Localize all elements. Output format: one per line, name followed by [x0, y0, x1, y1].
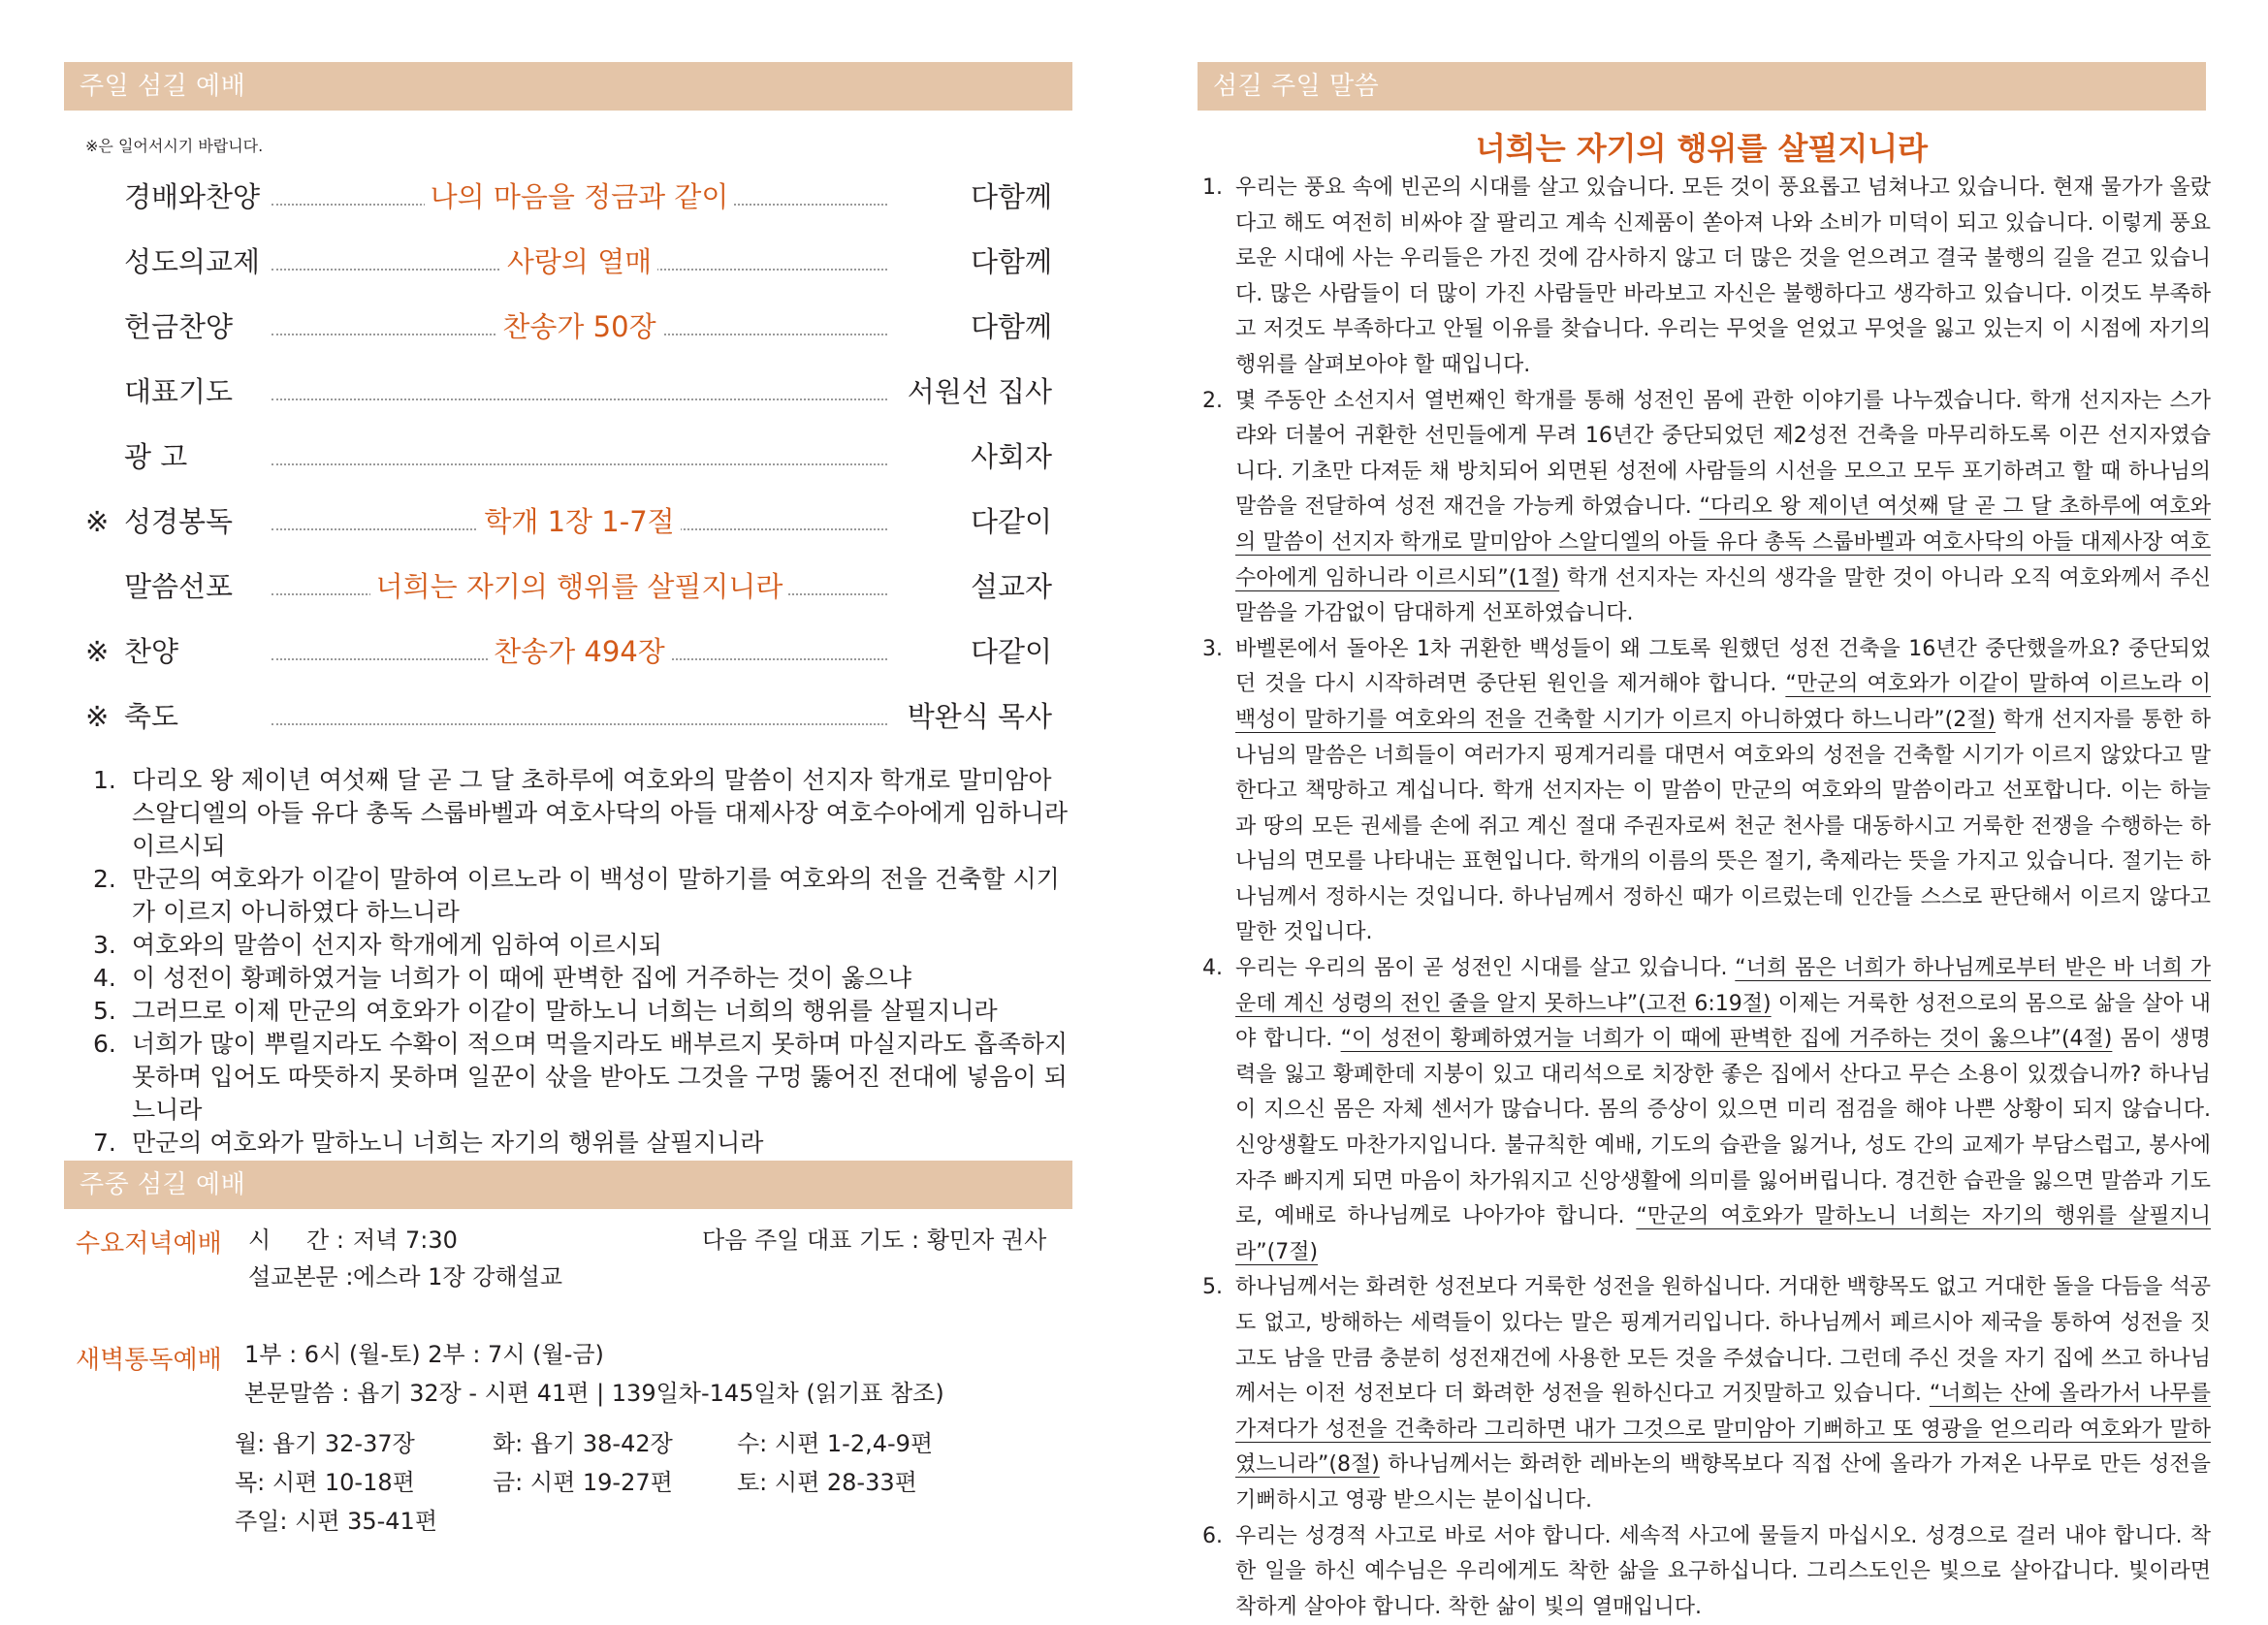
verse-text: 이 성전이 황폐하였거늘 너희가 이 때에 판벽한 집에 거주하는 것이 옳으냐 — [132, 964, 911, 992]
order-row — [78, 497, 1052, 546]
sermon-paragraph — [1202, 632, 2211, 951]
verse-number: 1. — [93, 766, 116, 794]
sermon-text: 우리는 풍요 속에 빈곤의 시대를 살고 있습니다. 모든 것이 풍요롭고 넘쳐나고 있습니다. 현재 물가가 올랐다고 해도 여전히 비싸야 잘 팔리고 계속 신제품이 쏟아져 나와 소비가 미덕이 되고 있습니다. 이렇게 풍요로운 시대에 사는 우리들은 가진 것에 감사하지 않고 더 많은 것을 얻으려고 결국 불행의 길을 걷고 있습니다. 많은 사람들이 더 많이 가진 사람들만 바라보고 자신은 불행하다고 생각하고 있습니다. 이것도 부족하고 저것도 부족하다고 안될 이유를 찾습니다. 우리는 무엇을 얻었고 무엇을 잃고 있는지 이 시점에 자기의 행위를 살펴보아야 할 때입니다. — [1235, 175, 2211, 377]
order-item-person: 다함께 — [970, 180, 1052, 213]
paragraph-number: 2. — [1202, 388, 1223, 413]
verse-item — [93, 962, 1072, 995]
order-item-content: 나의 마음을 정금과 같이 — [272, 173, 887, 221]
sermon-paragraph — [1202, 1270, 2211, 1518]
order-item-person: 다함께 — [970, 310, 1052, 343]
sermon-text: 우리는 우리의 몸이 곧 성전인 시대를 살고 있습니다. — [1235, 956, 1736, 981]
wednesday-service-label: 수요저녁예배 — [76, 1229, 222, 1259]
order-row — [78, 238, 1052, 286]
order-item-label: 찬양 — [124, 635, 179, 668]
schedule-mon: 월: 욥기 32-37장 — [235, 1430, 415, 1457]
sermon-text: 이제는 거룩한 성전으로의 몸으로 삶을 살아 내야 합니다. — [1235, 991, 2211, 1052]
wednesday-time-label: 시 — [248, 1227, 272, 1254]
order-item-content: 너희는 자기의 행위를 살필지니라 — [272, 562, 887, 611]
order-item-label: 헌금찬양 — [124, 310, 234, 343]
order-item-person: 박완식 목사 — [907, 700, 1052, 733]
order-item-content: 찬송가 494장 — [272, 627, 887, 676]
next-prayer: 다음 주일 대표 기도 : 황민자 권사 — [702, 1227, 1047, 1254]
schedule-wed: 수: 시편 1-2,4-9편 — [737, 1430, 934, 1457]
schedule-sat: 토: 시편 28-33편 — [737, 1469, 917, 1496]
order-row — [78, 303, 1052, 351]
wednesday-time-label-2: 간 : — [306, 1227, 344, 1254]
verse-text: 그러므로 이제 만군의 여호와가 이같이 말하노니 너희는 너희의 행위를 살필지니라 — [132, 997, 998, 1025]
dotted-leader — [272, 723, 887, 725]
verse-item — [93, 1028, 1072, 1127]
order-item-content: 사랑의 열매 — [272, 238, 887, 286]
order-row — [78, 562, 1052, 611]
verse-text: 만군의 여호와가 이같이 말하여 이르노라 이 백성이 말하기를 여호와의 전을 건축할 시기가 이르지 아니하였다 하느니라 — [132, 865, 1060, 926]
scripture-quote: “너희는 산에 올라가서 나무를 가져다가 성전을 건축하라 그리하면 내가 그것으로 말미암아 기뻐하고 또 영광을 얻으리라 여호와가 말하였느니라”(8절) — [1235, 1382, 2212, 1478]
order-item-label: 축도 — [124, 700, 179, 733]
scripture-verses — [93, 764, 1072, 1160]
schedule-thu: 목: 시편 10-18편 — [235, 1469, 415, 1496]
order-item-label: 경배와찬양 — [124, 180, 261, 213]
paragraph-number: 3. — [1202, 636, 1223, 661]
sermon-text: 하나님께서는 화려한 레바논의 백향목보다 직접 산에 올라가 가져온 나무로 만든 성전을 기뻐하시고 영광 받으시는 분이십니다. — [1235, 1452, 2211, 1513]
verse-number: 6. — [93, 1030, 116, 1058]
order-item-label: 광 고 — [124, 440, 188, 473]
sermon-text: 몇 주동안 소선지서 열번째인 학개를 통해 성전인 몸에 관한 이야기를 나누겠습니다. 학개 선지자는 스가랴와 더불어 귀환한 선민들에게 무려 16년간 중단되었던 제2성전 건축을 마무리하도록 이끈 선지자였습니다. 기초만 다져둔 채 방치되어 외면된 성전에 사람들의 시선을 모으고 모두 포기하려고 할 때 하나님의 말씀을 전달하여 성전 재건을 가능케 하였습니다. — [1235, 388, 2211, 520]
paragraph-number: 4. — [1202, 956, 1223, 981]
verse-text: 다리오 왕 제이년 여섯째 달 곧 그 달 초하루에 여호와의 말씀이 선지자 학개로 말미암아 스알디엘의 아들 유다 총독 스룹바벨과 여호사닥의 아들 대제사장 여호수아에게 임하니라 이르시되 — [132, 766, 1069, 860]
sermon-text: 학개 선지자를 통한 하나님의 말씀은 너희들이 여러가지 핑계거리를 대면서 여호와의 성전을 건축할 시기가 이르지 않았다고 말한다고 책망하고 계십니다. 학개 선지자는 이 말씀이 만군의 여호와의 말씀이라고 선포합니다. 이는 하늘과 땅의 모든 권세를 손에 쥐고 계신 절대 주권자로써 천군 천사를 대동하시고 거룩한 전쟁을 수행하는 하나님의 면모를 나타내는 표현입니다. 학개의 이름의 뜻은 절기, 축제라는 뜻을 가지고 있습니다. 절기는 하나님께서 정하시는 것입니다. 하나님께서 정하신 때가 이르렀는데 인간들 스스로 판단해서 이르지 않다고 말한 것입니다. — [1235, 707, 2211, 945]
order-item-person: 사회자 — [970, 440, 1052, 473]
wednesday-time: 저녁 7:30 — [353, 1227, 458, 1254]
order-item-label: 대표기도 — [124, 375, 234, 408]
schedule-sun: 주일: 시편 35-41편 — [235, 1508, 438, 1535]
order-item-label: 성경봉독 — [124, 505, 234, 538]
sermon-body — [1202, 171, 2211, 1625]
order-item-person: 다함께 — [970, 245, 1052, 278]
paragraph-number: 6. — [1202, 1523, 1223, 1548]
sermon-paragraph — [1202, 1519, 2211, 1625]
verse-number: 2. — [93, 865, 116, 893]
order-row — [78, 627, 1052, 676]
scripture-quote: “만군의 여호와가 말하노니 너희는 자기의 행위를 살필지니라”(7절) — [1235, 1204, 2211, 1264]
scripture-quote: “다리오 왕 제이년 여섯째 달 곧 그 달 초하루에 여호와의 말씀이 선지자 학개로 말미암아 스알디엘의 아들 유다 총독 스룹바벨과 여호사닥의 아들 대제사장 여호수아에게 임하니라 이르시되”(1절) — [1235, 494, 2211, 590]
sermon-text: 바벨론에서 돌아온 1차 귀환한 백성들이 왜 그토록 원했던 성전 건축을 16년간 중단했을까요? 중단되었던 것을 다시 시작하려면 중단된 원인을 제거해야 합니다. — [1235, 636, 2211, 697]
order-item-person: 서원선 집사 — [907, 375, 1052, 408]
dawn-service-label: 새벽통독예배 — [76, 1346, 222, 1375]
sermon-paragraph — [1202, 951, 2211, 1270]
sermon-text: 학개 선지자는 자신의 생각을 말한 것이 아니라 오직 여호와께서 주신 말씀을 가감없이 담대하게 선포하였습니다. — [1235, 565, 2211, 626]
order-row — [78, 173, 1052, 221]
verse-text: 너희가 많이 뿌릴지라도 수확이 적으며 먹을지라도 배부르지 못하며 마실지라도 흡족하지 못하며 입어도 따뜻하지 못하며 일꾼이 삯을 받아도 그것을 구멍 뚫어진 전대에 넣음이 되느니라 — [132, 1030, 1069, 1124]
sermon-paragraph — [1202, 171, 2211, 384]
standing-mark: ※ — [85, 700, 110, 733]
paragraph-number: 5. — [1202, 1275, 1223, 1300]
order-item-person: 다같이 — [970, 635, 1052, 668]
verse-text: 만군의 여호와가 말하노니 너희는 자기의 행위를 살필지니라 — [132, 1129, 764, 1157]
section-header-weekday-worship: 주중 섬길 예배 — [64, 1161, 1072, 1209]
schedule-tue: 화: 욥기 38-42장 — [493, 1430, 673, 1457]
order-item-content: 찬송가 50장 — [272, 303, 887, 351]
order-item-person: 설교자 — [970, 570, 1052, 603]
verse-item — [93, 1127, 1072, 1160]
scripture-quote: “이 성전이 황폐하였거늘 너희가 이 때에 판벽한 집에 거주하는 것이 옳으냐”(4절) — [1340, 1027, 2113, 1052]
sermon-text: 하나님께서는 화려한 성전보다 거룩한 성전을 원하십니다. 거대한 백향목도 없고 거대한 돌을 다듬을 석공도 없고, 방해하는 세력들이 있다는 말은 핑계거리입니다. 하나님께서 페르시아 제국을 통하여 성전을 짓고도 남을 만큼 충분히 성전재건에 사용한 모든 것을 주셨습니다. 그런데 주신 것을 자기 집에 쓰고 하나님께서는 이전 성전보다 더 화려한 성전을 원하신다고 거짓말하고 있습니다. — [1235, 1275, 2211, 1407]
schedule-fri: 금: 시편 19-27편 — [493, 1469, 673, 1496]
order-row — [78, 367, 1052, 416]
dawn-reading: 본문말씀 : 욥기 32장 - 시편 41편 | 139일차-145일차 (읽기표 참조) — [244, 1380, 944, 1407]
standing-mark: ※ — [85, 505, 110, 538]
verse-number: 4. — [93, 964, 116, 992]
verse-item — [93, 863, 1072, 929]
dawn-times: 1부 : 6시 (월-토) 2부 : 7시 (월-금) — [244, 1341, 604, 1368]
dotted-leader — [272, 398, 887, 400]
section-header-sunday-worship: 주일 섬길 예배 — [64, 62, 1072, 111]
dotted-leader — [272, 463, 887, 465]
order-row — [78, 432, 1052, 481]
order-item-person: 다같이 — [970, 505, 1052, 538]
sermon-text: 우리는 성경적 사고로 바로 서야 합니다. 세속적 사고에 물들지 마십시오. 성경으로 걸러 내야 합니다. 착한 일을 하신 예수님은 우리에게도 착한 삶을 요구하십니다. 그리스도인은 빛으로 살아갑니다. 빛이라면 착하게 살아야 합니다. 착한 삶이 빛의 열매입니다. — [1235, 1523, 2211, 1619]
verse-text: 여호와의 말씀이 선지자 학개에게 임하여 이르시되 — [132, 931, 662, 959]
order-item-content: 학개 1장 1-7절 — [272, 497, 887, 546]
wednesday-text-label: 설교본문 : — [248, 1263, 354, 1290]
sermon-title: 너희는 자기의 행위를 살필지니라 — [1475, 130, 1929, 167]
order-item-label: 말씀선포 — [124, 570, 234, 603]
paragraph-number: 1. — [1202, 175, 1223, 200]
verse-item — [93, 764, 1072, 863]
verse-item — [93, 929, 1072, 962]
verse-number: 5. — [93, 997, 116, 1025]
stand-note: ※은 일어서시기 바랍니다. — [85, 137, 264, 155]
order-row — [78, 692, 1052, 741]
sermon-paragraph — [1202, 384, 2211, 632]
sermon-text: 몸이 생명력을 잃고 황폐한데 지붕이 있고 대리석으로 치장한 좋은 집에서 산다고 무슨 소용이 있겠습니까? 하나님이 지으신 몸은 자체 센서가 많습니다. 몸의 증상이 있으면 미리 점검을 해야 나쁜 상황이 되지 않습니다. 신앙생활도 마찬가지입니다. 불규칙한 예배, 기도의 습관을 잃거나, 성도 간의 교제가 부담스럽고, 봉사에 자주 빠지게 되면 마음이 차가워지고 신앙생활에 의미를 잃어버립니다. 경건한 습관을 잃으면 말씀과 기도로, 예배로 하나님께로 나아가야 합니다. — [1235, 1027, 2211, 1229]
scripture-quote: “만군의 여호와가 이같이 말하여 이르노라 이 백성이 말하기를 여호와의 전을 건축할 시기가 이르지 아니하였다 하느니라”(2절) — [1235, 672, 2211, 732]
order-item-label: 성도의교제 — [124, 245, 261, 278]
scripture-quote: “너희 몸은 너희가 하나님께로부터 받은 바 너희 가운데 계신 성령의 전인 줄을 알지 못하느냐”(고전 6:19절) — [1235, 956, 2211, 1016]
wednesday-text: 에스라 1장 강해설교 — [353, 1263, 562, 1290]
verse-number: 3. — [93, 931, 116, 959]
verse-number: 7. — [93, 1129, 116, 1157]
standing-mark: ※ — [85, 635, 110, 668]
verse-item — [93, 995, 1072, 1028]
section-header-sermon: 섬길 주일 말씀 — [1198, 62, 2206, 111]
